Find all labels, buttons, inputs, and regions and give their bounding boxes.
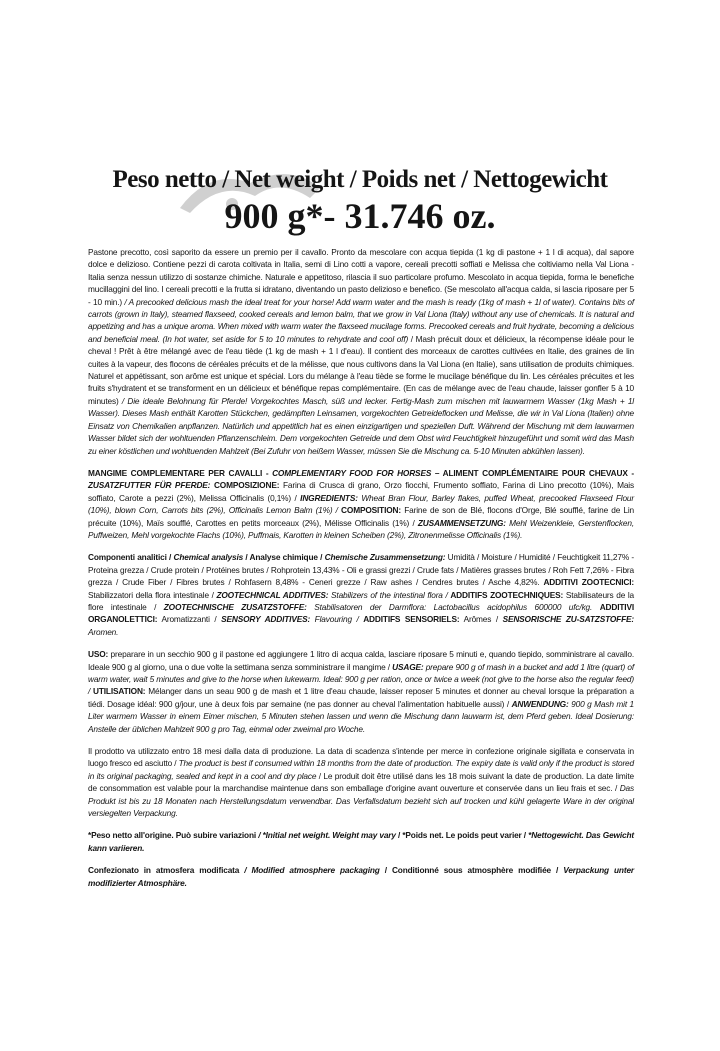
weight-note-paragraph [88,829,634,854]
usage-label-en: USAGE: [392,661,424,672]
description-fr: / Mash précuit doux et délicieux, la récompense idéale pour le cheval ! Prêt à être mélangé avec de l'eau tiède (1 kg de mash + 1 l d'eau). Il contient des morceaux de carottes cultivées en Italie, des graines de lin cuites à la vapeur, des flocons de céréales précuits et de la mélisse, que nous cultivons dans la Val Liona (en Italie), sans utilisation de produits chimiques. Naturel et appétissant, son arôme est unique et spécial. Lors du mélange à l'eau tiède se forme le mucilage bénéfique du lin. Les céréales précuites et les fruits s'hydratent et se transforment en un délicieux et bénéfique repas complémentaire. (En cas de mélange avec de l'eau chaude, laisser gonfler 5 à 10 minutes) [88,333,634,406]
additives-label: ADDITIVI ZOOTECNICI: [543,577,635,588]
composition-label-en: INGREDIENTS: [300,492,358,503]
analysis-paragraph [88,551,634,638]
analysis-text: Umidità / Moisture / Humidité / Feuchtigkeit 11,27% - Proteina grezza / Crude protein / Protéines brutes / Rohprotein 13,43% - Oli e grassi grezzi / Crude fats / Matières grasses brutes / Roh Fett 7,26% - Fibra grezza / Crude Fiber / Fibres brutes / Rohfasern 8,48% - Ceneri grezze / Raw ashes / Cendres brutes / Asche 4,82%. [88,552,634,588]
analysis-label-en: Chemical analysis [173,552,244,563]
description-paragraph [88,246,634,457]
usage-paragraph [88,648,634,735]
additives-it: Stabilizzatori della flora intestinale / [88,589,217,600]
additives-de-label: ZOOTECHNISCHE ZUSATZSTOFFE: [163,601,307,612]
organo-label: ADDITIVI ORGANOLETTICI: [88,601,634,625]
additives-en-label: ZOOTECHNICAL ADDITIVES: [216,589,329,600]
organo-it: Aromatizzanti / [157,614,222,625]
usage-text-it: preparare in un secchio 900 g il pastone ed aggiungere 1 litro di acqua calda, lasciare riposare 5 minuti e, quando tiepido, somministrare al cavallo. Ideale 900 g al giorno, una o due volte la settimana senza somministrare il mangime / [88,649,634,672]
usage-label-it: USO: [88,649,109,660]
composition-text-it: Farina di Crusca di grano, Orzo fiocchi, Frumento soffiato, Farina di Lino precotto (10%), Mais soffiato, Carote a pezzi (2%), Melissa Officinalis (0,1%) / [88,480,634,503]
additives-fr: Stabilisateurs de la flore intestinale / [88,589,635,612]
header [0,164,720,236]
packaging-fr: / Conditionné sous atmosphère modifiée / [379,865,564,876]
weight-note-fr: / *Poids net. Le poids peut varier / [395,830,529,841]
composition-heading: MANGIME COMPLEMENTARE PER CAVALLI - [88,467,273,478]
additives-en: Stabilizers of the intestinal flora / [328,589,451,600]
additives-de: Stabilisatoren der Darmflora: Lactobacillus acidophilus 600000 ufc/kg. [306,601,600,612]
composition-label-fr: COMPOSITION: [341,505,402,516]
weight-note-en: / *Initial net weight. Weight may vary [256,830,396,841]
analysis-label-it: Componenti analitici / [88,552,174,563]
organo-en-label: SENSORY ADDITIVES: [221,614,311,625]
analysis-label-de: Chemische Zusammensetzung: [324,552,446,563]
composition-text-fr: Farine de son de Blé, flocons d'Orge, Blé soufflé, farine de Lin précuite (10%), Maïs soufflé, Carottes en petits morceaux (2%), Mélisse Officinalis (1%) / [88,505,634,528]
label-text [88,246,634,899]
composition-text-de: Mehl Weizenkleie, Gerstenflocken, Puffweizen, Mehl vorgekochte Flachs (10%), Puffmais, Karotten in kleinen Scheiben (2%), Zitronenmelisse Officinalis (1%). [88,517,635,540]
usage-text-fr: Mélanger dans un seau 900 g de mash et 1 litre d'eau chaude, laisser reposer 5 minutes et donner au cheval lorsque la préparation a tiédi. Dosage idéal: 900 g/jour, une à deux fois par semaine (ne pas donner au cheval l'alimentation habituelle aussi) / [88,686,635,709]
composition-heading-fr: – ALIMENT COMPLÉMENTAIRE POUR CHEVAUX - [431,467,635,478]
page-title: Peso netto / Net weight / Poids net / Nettogewicht [112,166,608,193]
usage-label-fr: UTILISATION: [92,686,146,697]
weight-note-de: *Nettogewicht. Das Gewicht kann variieren. [88,830,634,853]
usage-text-de: 900 g Mash mit 1 Liter warmem Wasser in einem Eimer mischen, 5 Minuten stehen lassen und wenn die Mischung dann lauwarm ist, dem Pferd geben. Ideal Dosierung: Anstelle der üblichen Mahlzeit 900 g pro Tag, einmal oder zweimal pro Woche. [88,698,634,734]
organo-en: Flavouring / [310,614,364,625]
usage-label-de: ANWENDUNG: [511,698,569,709]
usage-text-en: prepare 900 g of mash in a bucket and add 1 litre (quart) of warm water, wait 5 minutes and give to the horse when lukewarm. Ideal: 900 g per ration, once or twice a week (not give to the horse also the regular feed) / [88,661,634,697]
analysis-label-fr: Analyse chimique [249,552,318,563]
organo-de-label: SENSORISCHE ZU-SATZSTOFFE: [502,614,634,625]
storage-paragraph [88,745,634,819]
analysis-sep-2: / [317,552,325,563]
analysis-sep-1: / [243,552,250,563]
organo-fr-label: ADDITIFS SENSORIELS: [363,614,460,625]
description-it: Pastone precotto, così saporito da essere un premio per il cavallo. Pronto da mescolare con acqua tiepida (1 kg di pastone + 1 l di acqua), dal sapore dolce e delizioso. Contiene pezzi di carota coltivata in Italia, semi di Lino cotti a vapore, cereali precotti soffiati e Melissa che coltiviamo nella Val Liona - Italia senza nessun utilizzo di sostanze chimiche. Naturale e appetitoso, rilascia il suo particolare profumo. Mescolato in acqua tiepida, forma le benefiche mucillaggini del lino. I cereali precotti e la frutta si idratano, diventando un pasto delizioso e benefico. (Se mescolato all'acqua calda, si lascia riposare per 5 - 10 min.) [88,247,634,307]
packaging-paragraph [88,864,634,889]
organo-fr: Arômes / [459,614,503,625]
composition-paragraph [88,467,634,541]
organo-de: Aromen. [88,626,119,637]
storage-en: The product is best if consumed within 18 months from the date of production. The expiry date is valid only if the product is stored in its original packaging, sealed and kept in a cool and dry place [88,758,634,781]
composition-label-de: ZUSAMMENSETZUNG: [417,517,506,528]
packaging-it: Confezionato in atmosfera modificata [88,865,240,876]
composition-label-it: COMPOSIZIONE: [210,480,280,491]
packaging-de: Verpackung unter modifizierter Atmosphäre. [88,865,634,888]
composition-heading-en: COMPLEMENTARY FOOD FOR HORSES [272,467,432,478]
storage-it: Il prodotto va utilizzato entro 18 mesi dalla data di produzione. La data di scadenza s'intende per merce in confezione originale sigillata e conservata in luogo fresco ed asciutto / [88,746,634,769]
composition-text-en: Wheat Bran Flour, Barley flakes, puffed Wheat, precooked Flaxseed Flour (10%), blown Corn, Carrots bits (2%), Officinalis Lemon Balm (1%) / [88,492,634,516]
description-en: / A precooked delicious mash the ideal treat for your horse! Add warm water and the mash is ready (1kg of mash + 1l of water). Contains bits of carrots (grown in Italy), steamed flaxseed, cooked cereals and lemon balm, that we grow in Val Liona (Italy) without any use of chemicals. It is natural and appetizing and has a unique aroma. When mixed with warm water the flaxseed mucilage forms. Precooked cereals and fruit hydrate, becoming a delicious and beneficial meal. (In hot water, set aside for 5 to 10 minutes to rehydrate and cool off) [88,296,635,344]
additives-fr-label: ADDITIFS ZOOTECHNIQUES: [450,589,564,600]
composition-heading-de: ZUSATZFUTTER FÜR PFERDE: [88,480,211,491]
storage-de: Das Produkt ist bis zu 18 Monaten nach Herstellungsdatum verwendbar. Das Verfallsdatum bezieht sich auf trocken und kühl gelagerte Ware in der original versiegelten Verpackung. [88,783,634,819]
description-de: / Die ideale Belohnung für Pferde! Vorgekochtes Masch, süß und lecker. Fertig-Mash zum mischen mit lauwarmem Wasser (1kg Mash + 1l Wasser). Dieses Mash enthält Karotten Stückchen, gedämpften Leinsamen, vorgekochten Getreideflocken und Melisse, die wir in Val Liona (Italien) ohne Einsatz von Chemikalien anpflanzen. Natürlich und appetitlich hat es einen einzigartigen und speziellen Duft. Während der Mischung mit dem lauwarmen Wasser bildet sich der wohltuenden Pflanzenschleim. Dem vorgekochten Getreide und dem Obst wird Feuchtigkeit hinzugeführt und somit wird das Mash zu einer köstlichen und wohltuenden Mahlzeit (Bei Zufuhr von heißem Wasser, müssen Sie die Mischung ca. 5-10 Minuten abkühlen lassen). [88,395,634,456]
packaging-en: / Modified atmosphere packaging [239,865,380,876]
weight-note-it: *Peso netto all'origine. Può subire variazioni [88,830,257,841]
storage-fr: / Le produit doit être utilisé dans les 18 mois suivant la date de production. La date limite de consommation est valable pour la marchandise maintenue dans son emballage d'origine avant ouverture et conservée dans un lieu frais et sec. / [88,770,634,794]
net-weight: 900 g*- 31.746 oz. [224,196,496,236]
